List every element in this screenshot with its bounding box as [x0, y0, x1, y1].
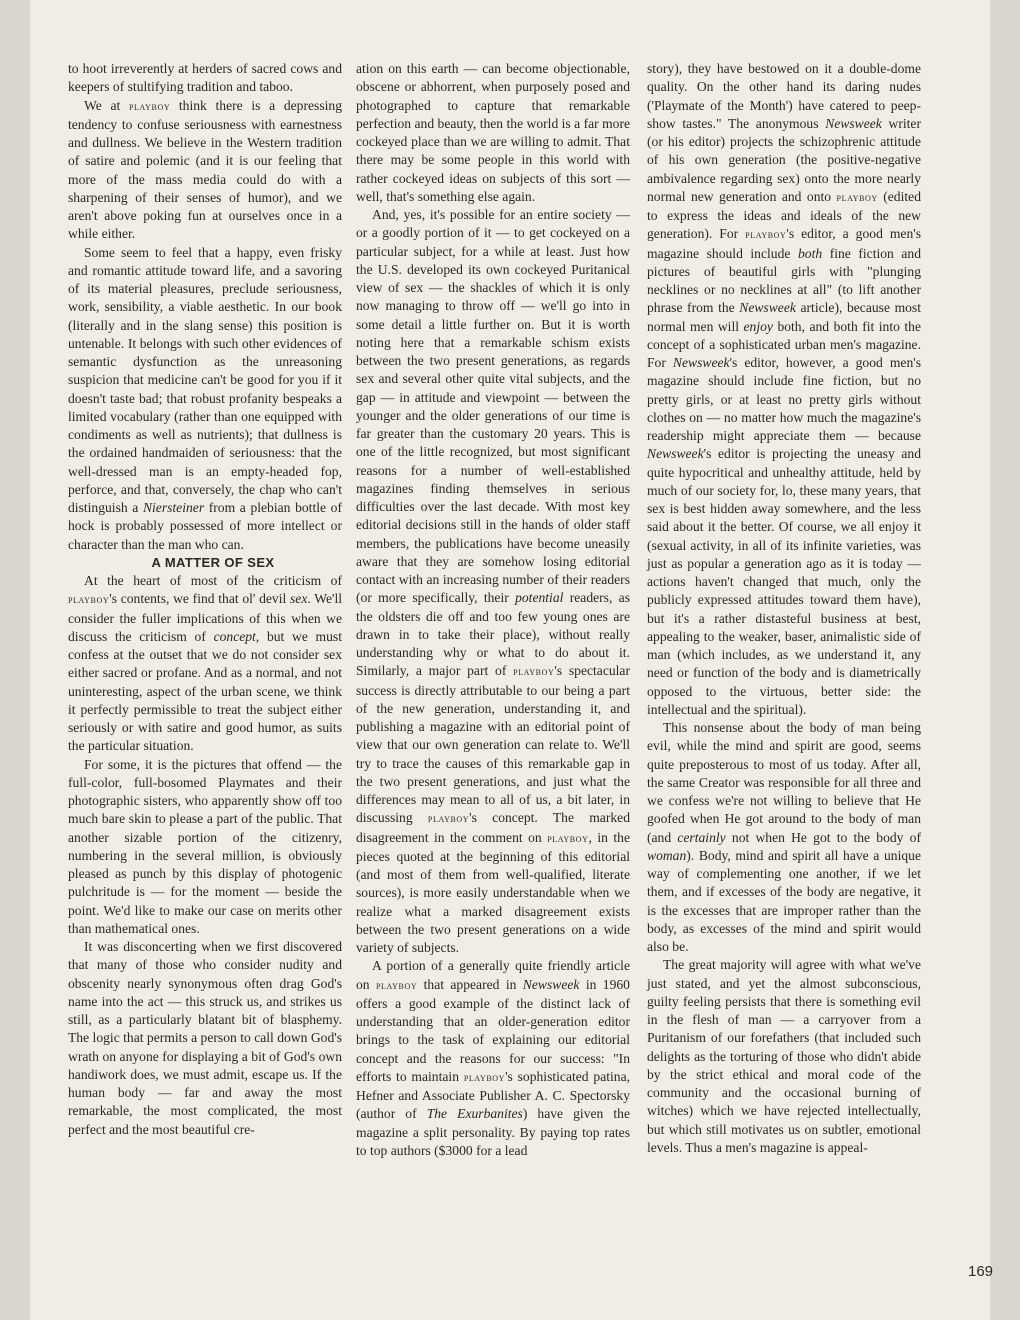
text-column-3 [647, 60, 921, 1157]
text-run: to hoot irreverently at herders of sacred cows and keepers of stultifying tradition and taboo. [68, 61, 342, 95]
text-run: , in the pieces quoted at the beginning of this editorial (and most of them from well-qualified, literate sources), is more easily understandable when we realize what a marked disagreement exists between the two present generations on a wide variety of subjects. [356, 829, 630, 955]
text-run: A portion of a generally quite friendly article on [356, 958, 630, 992]
text-run: , but we must confess at the outset that we do not consider sex either sacred or profane. And as a normal, and not uninteresting, aspect of the urban scene, we think it perfectly permissible to treat the subject either seriously or with satire and good humor, as suits the particular situation. [68, 628, 342, 754]
text-run: (edited to express the ideas and ideals of the new generation). For [647, 188, 921, 242]
brand-name: playboy [745, 229, 787, 242]
text-run: And, yes, it's possible for an entire society — or a goodly portion of it — to get cockeyed on a particular subject, for a while at least. Just how the U.S. developed its own cockeyed Puritanical view of sex — the shackles of which it is only now managing to throw off — we'll go into in some detail a little further on. But it is worth noting here that a remarkable schism exists between the two present generations, as regards sex and several other quite vital subjects, and the gap — in attitude and viewpoint — between the younger and the older generations of our time is far greater than the customary 20 years. This is one of the little recognized, but most significant reasons for a number of well-established magazines finding themselves in serious difficulties over the last decade. With most key editorial decisions still in the hands of older staff members, the publications have become uneasily aware that they are somehow losing editorial contact with an increasing number of their readers (or more specifically, their [356, 207, 630, 606]
text-run: 's concept. The marked disagreement in the comment on [356, 810, 630, 845]
text-run: 's editor, a good men's magazine should include [647, 226, 921, 261]
italic-run: Niersteiner [142, 500, 205, 515]
text-run: . We'll consider the fuller implications of this when we discuss the criticism of [68, 591, 342, 644]
text-run: 's sophisticated patina, Hefner and Associate Publisher A. C. Spectorsky (author of [356, 1068, 631, 1122]
text-run: ation on this earth — can become objectionable, obscene or abhorrent, when purposely posed and photographed to capture that remarkable perfection and beauty, then the world is a far more cockeyed place than we are willing to admit. That there may be some people in this world with rather cockeyed ideas on subjects of this sort — well, that's something else again. [356, 61, 630, 204]
italic-run: both [797, 245, 823, 261]
italic-run: woman [647, 847, 687, 863]
paragraph [68, 756, 342, 939]
text-run: ) have given the magazine a split personality. By paying top rates to top authors ($3000 for a lead [356, 1106, 630, 1158]
brand-name: playboy [513, 666, 555, 679]
text-run: We at [84, 97, 121, 113]
paragraph [68, 244, 342, 554]
text-run: think there is a depressing tendency to confuse seriousness with earnestness and dullness. We believe in the Western tradition of satire and polemic (and it is our feeling that more of the mass media could do with a sharpening of their senses of humor), and we aren't above poking fun at ourselves once in a while either. [68, 97, 342, 242]
text-column-1 [68, 60, 342, 1139]
text-run: not when He got to the body of [731, 829, 921, 845]
text-run: article), because most normal men will [647, 300, 922, 334]
text-run: in 1960 offers a good example of the distinct lack of understanding that an older-generation editor brings to the task of explaining our editorial concept and the reasons for our success: "In efforts to maintain [356, 976, 630, 1084]
paragraph [356, 957, 630, 1160]
italic-run: Newsweek [739, 300, 796, 316]
italic-run: Newsweek [672, 355, 730, 370]
paragraph [356, 206, 630, 957]
text-run: both, and both fit into the concept of a sophisticated urban men's magazine. For [647, 318, 921, 370]
italic-run: certainly [677, 829, 726, 845]
italic-run: Newsweek [647, 446, 704, 462]
paragraph [647, 956, 921, 1157]
magazine-page [30, 0, 994, 1320]
italic-run: potential [515, 590, 564, 606]
brand-name: playboy [836, 191, 878, 204]
text-column-2 [356, 60, 630, 1160]
italic-run: Newsweek [522, 976, 580, 992]
text-run: writer (or his editor) projects the schizophrenic attitude of his own generation (the positive-negative ambivalence regarding sex) onto the more nearly normal new generation and onto [647, 115, 921, 204]
text-run: For some, it is the pictures that offend — the full-color, full-bosomed Playmates and their photographic sisters, who apparently show off too much bare skin to please a part of the public. That another sizable portion of the citizenry, numbering in the several million, is obviously pleased as punch by this display of photogenic pulchritude is — for the moment — beside the point. We'd like to make our case on merits other than mathematical ones. [68, 756, 342, 936]
italic-run: The Exurbanites [426, 1106, 523, 1122]
brand-name: playboy [375, 979, 418, 992]
paragraph [68, 572, 342, 756]
paragraph [68, 60, 342, 97]
italic-run: sex [290, 591, 308, 607]
text-run: from a plebian bottle of hock is probably possessed of more intellect or character than the man who can. [68, 500, 342, 552]
paragraph [356, 60, 630, 206]
text-run: story), they have bestowed on it a double-dome quality. On the other hand its daring nudes ('Playmate of the Month') have catered to peep-show tastes." The anonymous [647, 61, 921, 131]
brand-name: playboy [68, 594, 110, 607]
text-run: 's contents, we find that ol' devil [109, 591, 287, 607]
paragraph [647, 719, 921, 956]
text-run: This nonsense about the body of man being evil, while the mind and spirit are good, seems quite preposterous to most of us today. After all, the same Creator was responsible for all three and we confess we're not willing to believe that He goofed when He got around to the body of man (and [647, 720, 921, 845]
text-run: It was disconcerting when we first discovered that many of those who consider nudity and obscenity nearly synonymous often drag God's name into the act — this struck us, and strikes us still, as a particularly blatant bit of blasphemy. The logic that permits a person to call down God's wrath on anyone for displaying a bit of God's own handiwork does, we must admit, escape us. If the human body — far and away the most remarkable, the most complicated, the most perfect and the most beautiful cre- [68, 939, 342, 1137]
italic-run: Newsweek [825, 115, 882, 131]
text-run: that appeared in [423, 976, 517, 992]
text-run: 's editor is projecting the uneasy and quite hypocritical and unhealthy attitude, held by much of our society for, lo, these many years, that sex is best hidden away somewhere, and the less said about it the better. Of course, we all enjoy it (sexual activity, in all of its infinite varieties, was just as popular a generation ago as it is today — actions haven't changed that much, only the publicly expressed attitudes toward them have), but it's a rather distasteful business at best, appealing to the weaker, baser, animalistic side of man (which includes, as we understand it, any need or function of the body and is diametrically opposed to the virtuous, better side: the intellectual and the spiritual). [647, 446, 921, 717]
page-number: 169 [968, 1263, 994, 1280]
italic-run: concept [213, 628, 256, 644]
text-run: The great majority will agree with what we've just stated, and yet the almost subconscious, guilty feeling persists that there is something evil in the flesh of man — a carryover from a Puritanism of our forefathers (that included such delights as the torturing of those who didn't abide by the strict ethical and moral code of the community and the occasional burning of witches) which we have rejected intellectually, but which still motivates us on subtler, emotional levels. Thus a men's magazine is appeal- [647, 957, 921, 1155]
text-run: ). Body, mind and spirit all have a unique way of complementing one another, if we let them, and if excesses of the body are negative, it is the excesses that are improper rather than the body, as excesses of the mind and spirit would also be. [647, 847, 921, 954]
text-run: Some seem to feel that a happy, even frisky and romantic attitude toward life, and a savoring of its material pleasures, preclude seriousness, work, sensibility, a viable aesthetic. In our book (literally and in the slang sense) this position is untenable. It belongs with such other evidences of semantic dysfunction as the unreasoning suspicion that medicine can't be good for you if it doesn't taste bad; that robust profanity bespeaks a limited vocabulary (rather than one equipped with condiments as well as nutrients); that dullness is the ordained handmaiden of seriousness: that the well-dressed man is an empty-headed fop, perforce, and that, conversely, the chap who can't distinguish a [68, 244, 342, 515]
text-run: readers, as the oldsters die off and too few young ones are drawn in to take their place), without really understanding why or what to do about it. Similarly, a major part of [356, 590, 630, 679]
text-run: At the heart of most of the criticism of [84, 573, 342, 588]
paragraph [68, 97, 342, 244]
text-run: fine fiction and pictures of beautiful girls with "plunging necklines or no necklines at all" (to lift another phrase from the [647, 245, 922, 316]
brand-name: playboy [547, 832, 589, 845]
paragraph [68, 938, 342, 1139]
text-run: 's editor, however, a good men's magazine should include fine fiction, but no pretty girls, or at least no pretty girls without clothes on — no matter how much the magazine's readership might appreciate them — because [647, 355, 921, 443]
text-run: 's spectacular success is directly attributable to our being a part of the new generation, understanding it, and publishing a magazine with an editorial point of view that our own generation can relate to. We'll try to trace the causes of this remarkable gap in the two present generations, and just what the differences may mean to all of us, a bit later, in discussing [356, 663, 630, 826]
section-heading: A MATTER OF SEX [151, 554, 275, 570]
brand-name: playboy [128, 100, 171, 113]
italic-run: enjoy [743, 318, 773, 334]
brand-name: playboy [427, 813, 470, 826]
paragraph [647, 60, 921, 719]
brand-name: playboy [463, 1071, 506, 1084]
